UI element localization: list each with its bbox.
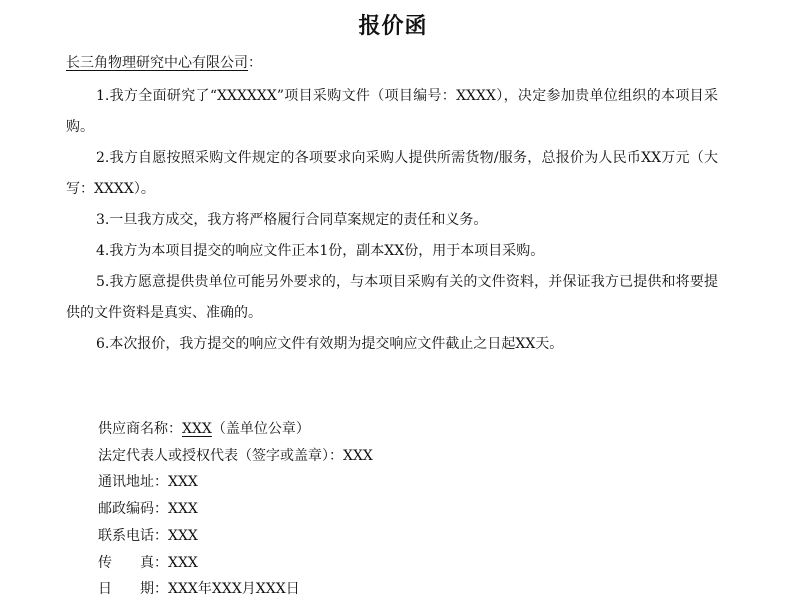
address-row bbox=[98, 469, 698, 496]
legal-rep-value: XXX bbox=[343, 447, 373, 464]
legal-rep-row bbox=[98, 443, 698, 470]
date-label: 日 期： bbox=[98, 581, 168, 598]
paragraph-1: 1.我方全面研究了“XXXXXX”项目采购文件（项目编号：XXXX），决定参加贵单位组织的本项目采购。 bbox=[66, 88, 718, 135]
paragraph-4: 4.我方为本项目提交的响应文件正本1份，副本XX份，用于本项目采购。 bbox=[96, 243, 545, 259]
paragraph-6: 6.本次报价，我方提交的响应文件有效期为提交响应文件截止之日起XX天。 bbox=[96, 336, 564, 352]
document-title: 报价函 bbox=[358, 14, 428, 39]
paragraph-3: 3.一旦我方成交，我方将严格履行合同草案规定的责任和义务。 bbox=[96, 212, 488, 228]
postcode-value: XXX bbox=[168, 501, 198, 518]
supplier-info-block bbox=[98, 416, 698, 603]
fax-row bbox=[98, 550, 698, 577]
date-row bbox=[98, 576, 698, 603]
paragraph-5: 5.我方愿意提供贵单位可能另外要求的，与本项目采购有关的文件资料，并保证我方已提供和将要提供的文件资料是真实、准确的。 bbox=[66, 274, 718, 321]
phone-row bbox=[98, 523, 698, 550]
paragraph-2: 2.我方自愿按照采购文件规定的各项要求向采购人提供所需货物/服务，总报价为人民币XX万元（大写：XXXX）。 bbox=[66, 150, 718, 197]
postcode-row bbox=[98, 496, 698, 523]
supplier-name-label: 供应商名称： bbox=[98, 421, 182, 437]
phone-label: 联系电话： bbox=[98, 527, 168, 544]
address-value: XXX bbox=[168, 474, 198, 491]
address-label: 通讯地址： bbox=[98, 474, 168, 491]
legal-rep-label: 法定代表人或授权代表（签字或盖章）： bbox=[98, 447, 343, 464]
supplier-name-row bbox=[98, 416, 698, 443]
fax-value: XXX bbox=[168, 554, 198, 571]
addressee-line bbox=[66, 52, 262, 74]
postcode-label: 邮政编码： bbox=[98, 501, 168, 518]
date-value: XXX年XXX月XXX日 bbox=[168, 581, 300, 598]
fax-label: 传 真： bbox=[98, 554, 168, 571]
addressee-name: 长三角物理研究中心有限公司 bbox=[66, 55, 248, 71]
phone-value: XXX bbox=[168, 527, 198, 544]
supplier-name-value: XXX bbox=[182, 421, 212, 437]
addressee-colon: ： bbox=[248, 55, 262, 71]
supplier-name-note: （盖单位公章） bbox=[211, 421, 310, 437]
letter-body bbox=[66, 81, 718, 360]
